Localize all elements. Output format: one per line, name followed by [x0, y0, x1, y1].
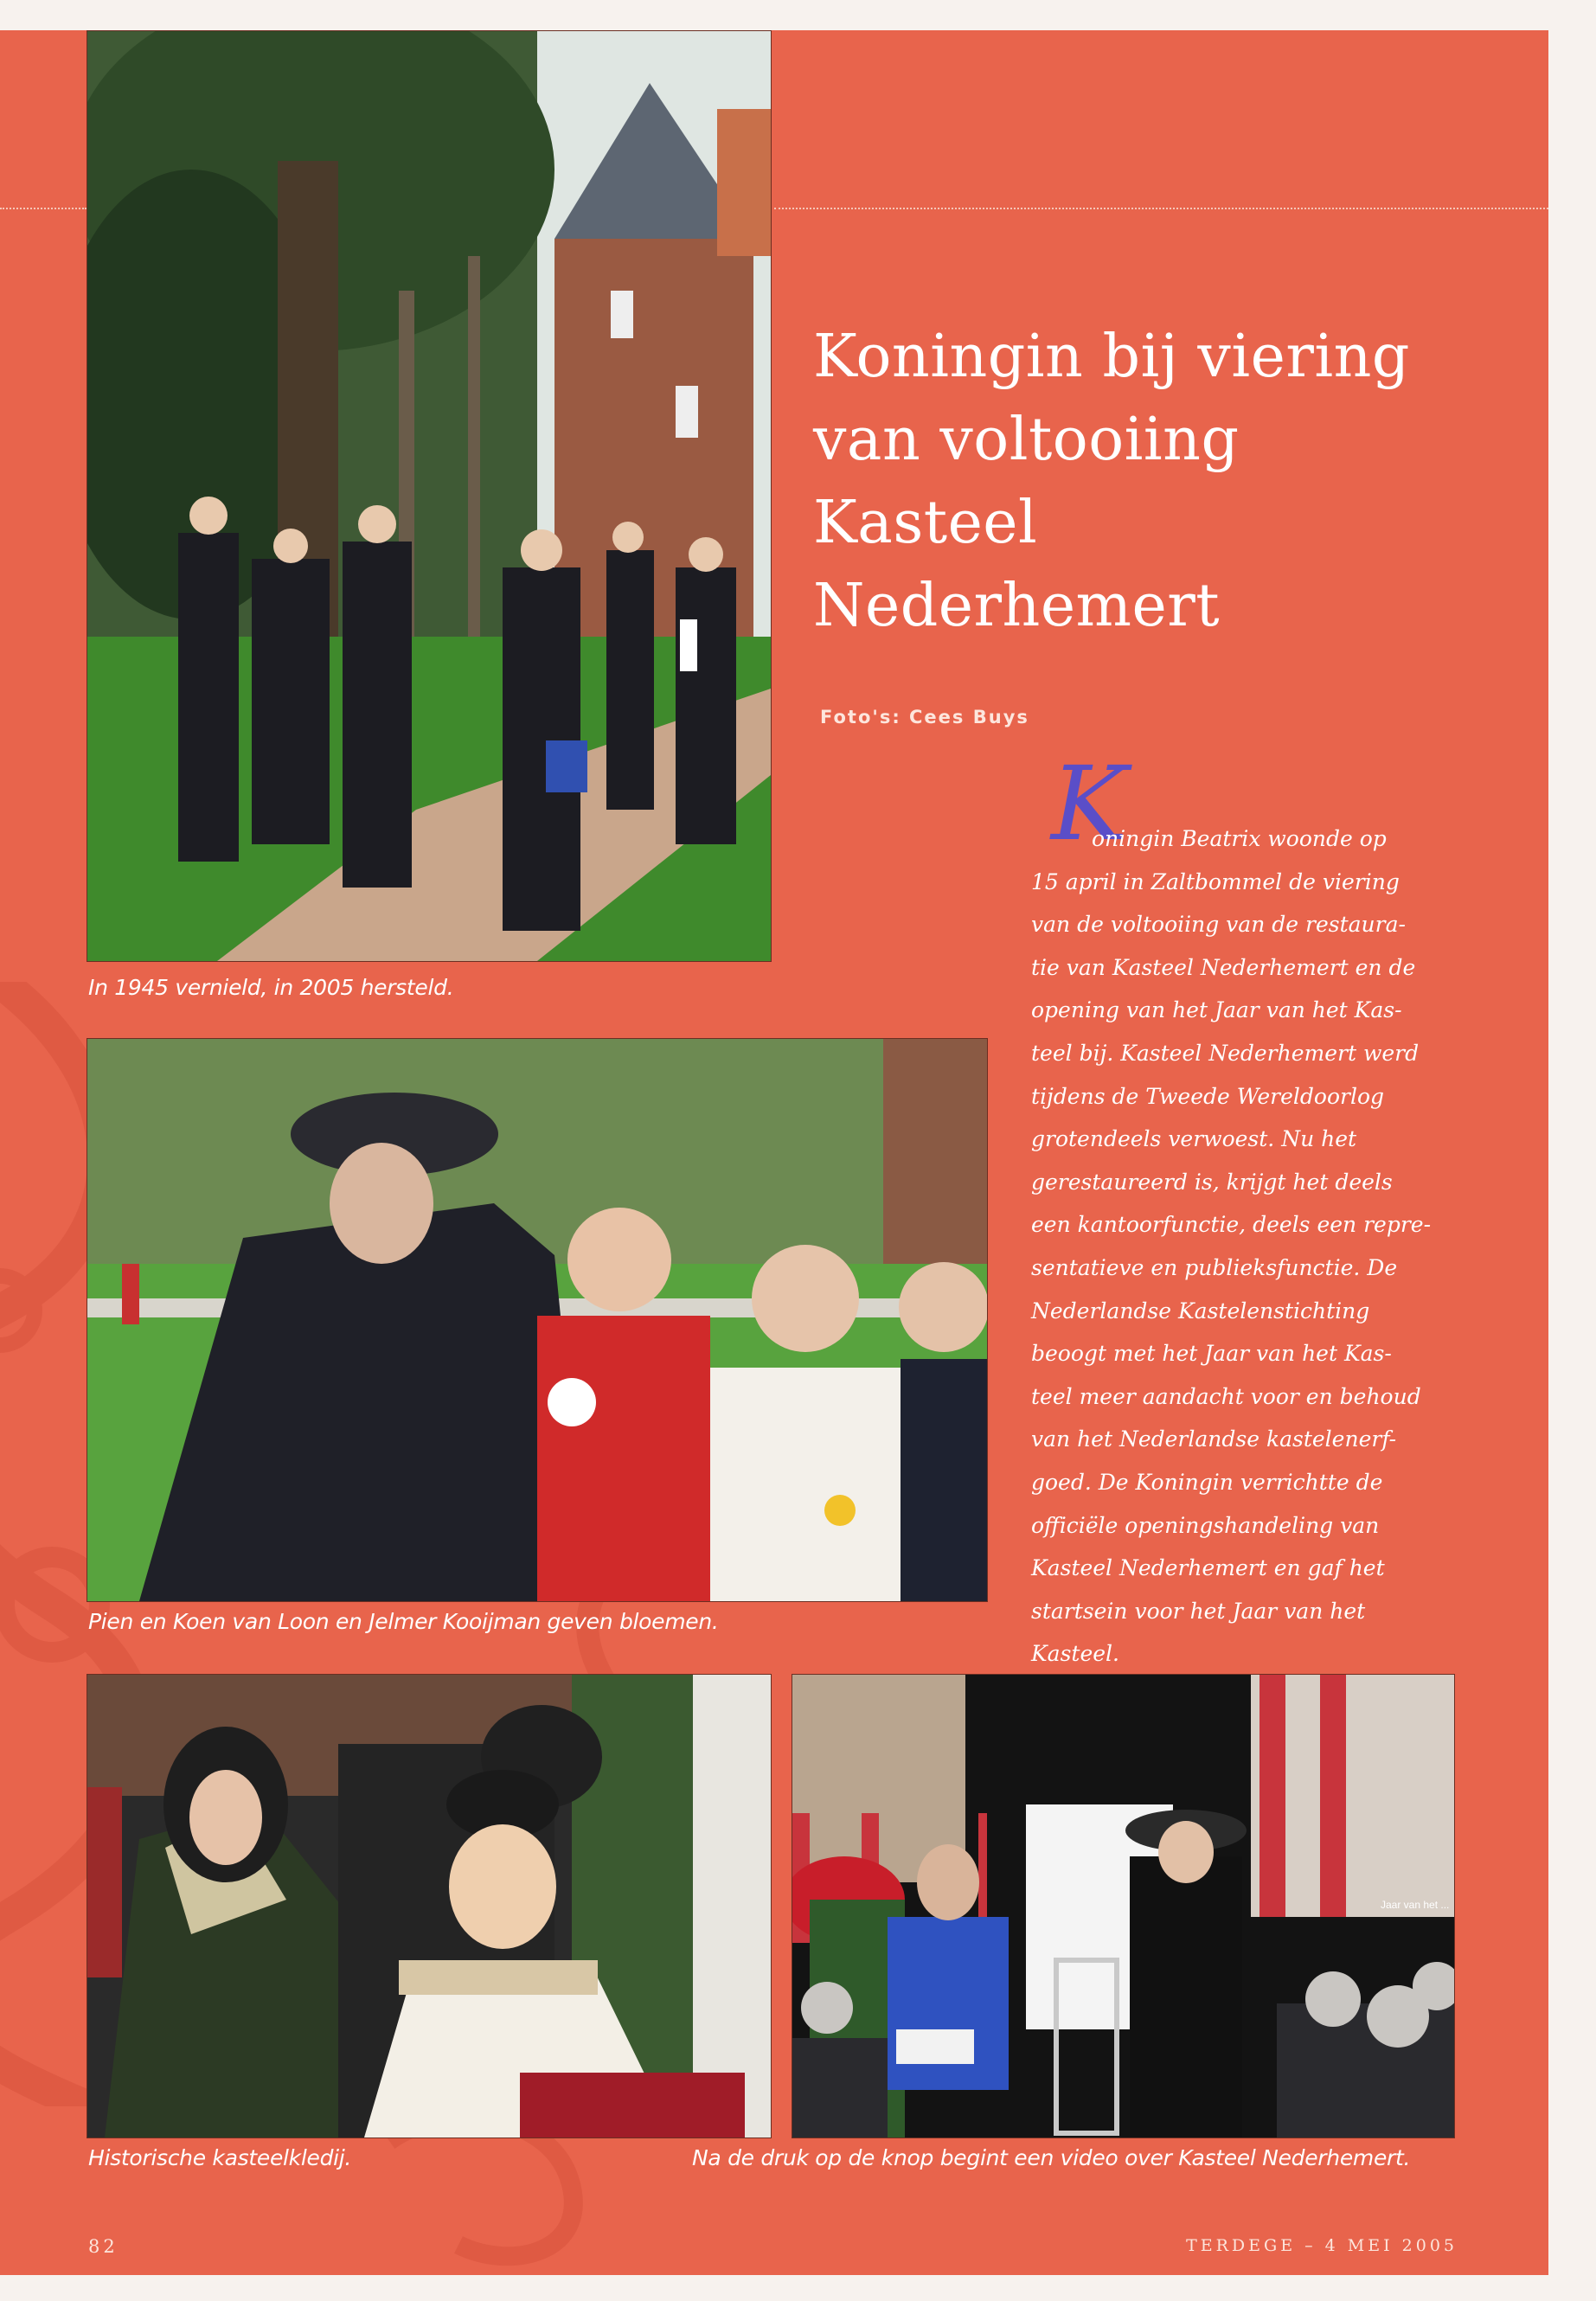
photo-queen-flowers [87, 1038, 988, 1602]
photo-castle-procession [87, 30, 772, 962]
body-line: beoogt met het Jaar van het Kas- [1031, 1341, 1392, 1367]
body-line: tie van Kasteel Nederhemert en de [1031, 954, 1416, 980]
body-line: tijdens de Tweede Wereldoorlog [1031, 1083, 1385, 1109]
publication-footer: TERDEGE – 4 MEI 2005 [1186, 2236, 1458, 2255]
body-line: teel meer aandacht voor en behoud [1031, 1383, 1421, 1409]
drop-cap: K [1051, 744, 1128, 863]
body-line: goed. De Koningin verrichtte de [1031, 1469, 1383, 1495]
body-line: van het Nederlandse kastelenerf- [1031, 1426, 1397, 1452]
caption-photo3: Historische kasteelkledij. [88, 2145, 352, 2170]
caption-photo1: In 1945 vernield, in 2005 hersteld. [88, 975, 454, 1000]
caption-photo2: Pien en Koen van Loon en Jelmer Kooijman geven bloemen. [88, 1609, 719, 1634]
body-line: een kantoorfunctie, deels een repre- [1031, 1212, 1432, 1238]
body-line: grotendeels verwoest. Nu het [1031, 1126, 1357, 1152]
body-line: 15 april in Zaltbommel de viering [1031, 868, 1400, 894]
body-line: teel bij. Kasteel Nederhemert werd [1031, 1040, 1420, 1066]
body-line: sentatieve en publieksfunctie. De [1031, 1254, 1398, 1280]
dotted-rule-left [0, 208, 87, 209]
photo4-sign-text: Jaar van het ... [1381, 1899, 1450, 1911]
title-line-1: Koningin bij viering [813, 323, 1410, 391]
title-line-3: Kasteel [813, 489, 1038, 557]
article-body [1031, 817, 1481, 1676]
caption-photo4: Na de druk op de knop begint een video over Kasteel Nederhemert. [692, 2145, 1411, 2170]
magazine-page [0, 30, 1548, 2275]
body-line: opening van het Jaar van het Kas- [1031, 997, 1402, 1023]
article-title [813, 316, 1505, 648]
photo-credit: Foto's: Cees Buys [820, 707, 1029, 727]
body-line: Kasteel. [1031, 1641, 1119, 1667]
body-line: Kasteel Nederhemert en gaf het [1031, 1555, 1385, 1581]
body-line: officiële openingshandeling van [1031, 1512, 1380, 1538]
page-number: 82 [88, 2236, 119, 2257]
title-line-4: Nederhemert [813, 572, 1221, 640]
dotted-rule-right [774, 208, 1548, 209]
body-line: oningin Beatrix woonde op [1092, 826, 1387, 851]
body-line: Nederlandse Kastelenstichting [1031, 1298, 1370, 1324]
body-line: van de voltooiing van de restaura- [1031, 912, 1406, 938]
photo-opening-ceremony [792, 1674, 1455, 2138]
photo-historical-costumes [87, 1674, 772, 2138]
body-line: gerestaureerd is, krijgt het deels [1031, 1169, 1393, 1195]
body-line: startsein voor het Jaar van het [1031, 1598, 1366, 1624]
title-line-2: van voltooiing [813, 406, 1240, 474]
